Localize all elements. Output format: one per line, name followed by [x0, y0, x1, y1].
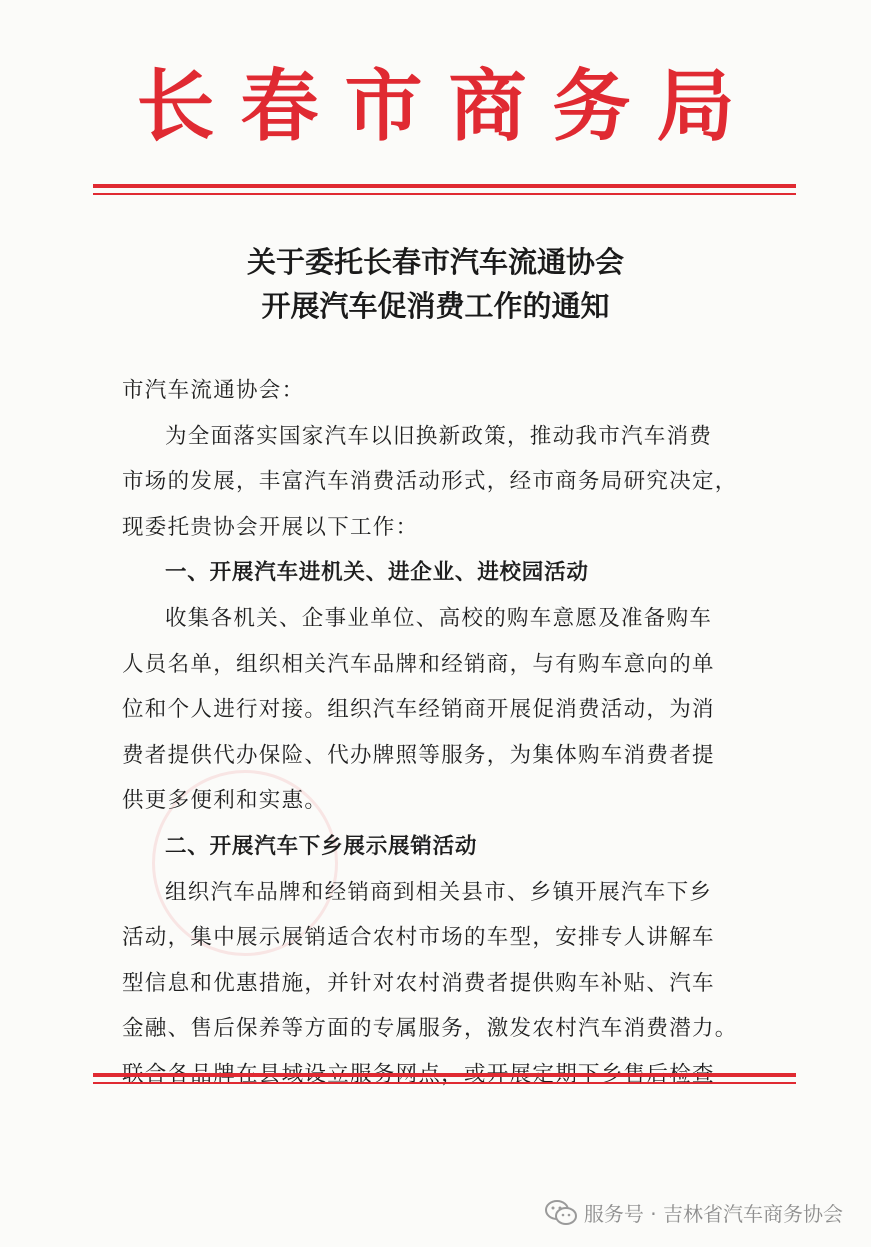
- letterhead-divider-top: [93, 184, 796, 195]
- section-1-line: 位和个人进行对接。组织汽车经销商开展促消费活动，为消: [122, 697, 715, 723]
- section-2-line: 联合各品牌在县域设立服务网点，或开展定期下乡售后检查: [122, 1061, 715, 1087]
- intro-line: 为全面落实国家汽车以旧换新政策，推动我市汽车消费: [165, 423, 713, 449]
- section-2-line: 组织汽车品牌和经销商到相关县市、乡镇开展汽车下乡: [165, 879, 713, 905]
- salutation: 市汽车流通协会：: [122, 378, 305, 403]
- section-1-line: 供更多便利和实惠。: [122, 788, 328, 814]
- title-line-1: 关于委托长春市汽车流通协会: [246, 245, 624, 279]
- section-2-line: 活动，集中展示展销适合农村市场的车型，安排专人讲解车: [122, 925, 715, 951]
- section-1-line: 人员名单，组织相关汽车品牌和经销商，与有购车意向的单: [122, 651, 715, 677]
- footer-divider: [93, 1073, 796, 1084]
- title-line-2: 开展汽车促消费工作的通知: [261, 289, 610, 323]
- wechat-icon: [544, 1199, 578, 1227]
- watermark: [544, 1198, 843, 1227]
- section-2-heading: 二、开展汽车下乡展示展销活动: [165, 833, 478, 859]
- section-1-heading: 一、开展汽车进机关、进企业、进校园活动: [165, 560, 589, 586]
- letterhead-agency-name: 长春市商务局: [136, 61, 761, 152]
- section-1-line: 收集各机关、企事业单位、高校的购车意愿及准备购车: [165, 605, 713, 631]
- intro-line: 市场的发展，丰富汽车消费活动形式，经市商务局研究决定，: [122, 469, 738, 495]
- section-1-line: 费者提供代办保险、代办牌照等服务，为集体购车消费者提: [122, 742, 715, 768]
- intro-line: 现委托贵协会开展以下工作：: [122, 514, 419, 540]
- watermark-text: 服务号 · 吉林省汽车商务协会: [583, 1202, 843, 1226]
- document-title: [0, 240, 871, 328]
- document-body: [122, 368, 772, 1098]
- section-2-line: 型信息和优惠措施，并针对农村消费者提供购车补贴、汽车: [122, 970, 715, 996]
- section-2-line: 金融、售后保养等方面的专属服务，激发农村汽车消费潜力。: [122, 1016, 738, 1042]
